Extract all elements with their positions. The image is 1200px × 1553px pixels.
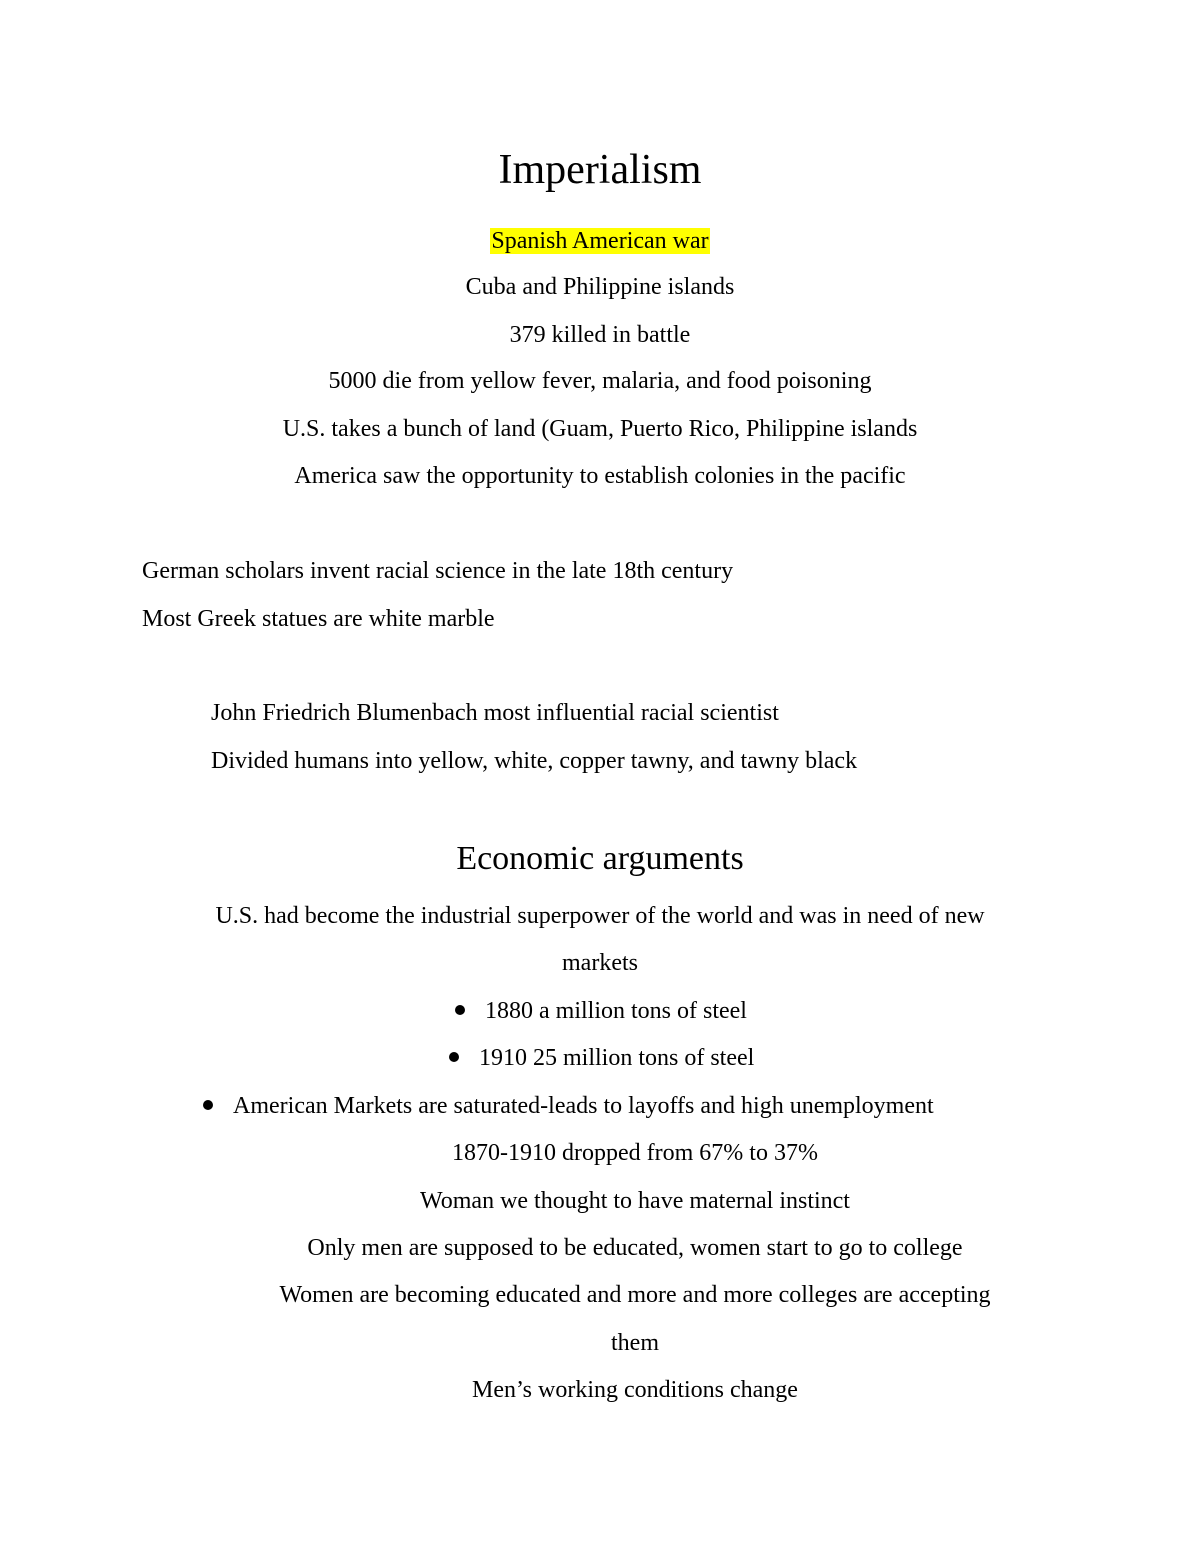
text-line: Women are becoming educated and more and more colleges are accepting — [279, 1282, 991, 1308]
text-line: Woman we thought to have maternal instinct — [420, 1188, 850, 1214]
text-line: Cuba and Philippine islands — [465, 274, 735, 300]
text-line: markets — [562, 950, 638, 976]
bullet-icon — [455, 1005, 465, 1015]
text-line: John Friedrich Blumenbach most influential racial scientist — [211, 700, 779, 726]
text-line: 5000 die from yellow fever, malaria, and food poisoning — [328, 368, 872, 394]
text-line: German scholars invent racial science in the late 18th century — [142, 558, 734, 584]
text-line: U.S. takes a bunch of land (Guam, Puerto Rico, Philippine islands — [282, 416, 918, 442]
text-line: Men’s working conditions change — [472, 1377, 798, 1403]
text-line: 1870-1910 dropped from 67% to 37% — [452, 1140, 818, 1166]
text-line: Most Greek statues are white marble — [142, 606, 495, 632]
text-line: Divided humans into yellow, white, copper tawny, and tawny black — [211, 748, 858, 774]
bullet-text: 1880 a million tons of steel — [485, 998, 747, 1024]
bullet-icon — [203, 1100, 213, 1110]
text-line: them — [611, 1330, 659, 1356]
text-line: U.S. had become the industrial superpower of the world and was in need of new — [215, 903, 985, 929]
page-title: Imperialism — [498, 147, 702, 193]
bullet-icon — [449, 1052, 459, 1062]
text-line: 379 killed in battle — [509, 322, 691, 348]
section-heading: Economic arguments — [456, 840, 744, 877]
text-line: Only men are supposed to be educated, women start to go to college — [307, 1235, 963, 1261]
text-line: America saw the opportunity to establish colonies in the pacific — [294, 463, 906, 489]
bullet-text: 1910 25 million tons of steel — [479, 1045, 755, 1071]
bullet-item — [455, 996, 747, 1026]
bullet-text: American Markets are saturated-leads to layoffs and high unemployment — [233, 1093, 934, 1119]
bullet-item — [449, 1043, 754, 1073]
highlighted-line — [0, 226, 1200, 256]
highlighted-text: Spanish American war — [491, 228, 709, 254]
bullet-item — [203, 1091, 934, 1121]
